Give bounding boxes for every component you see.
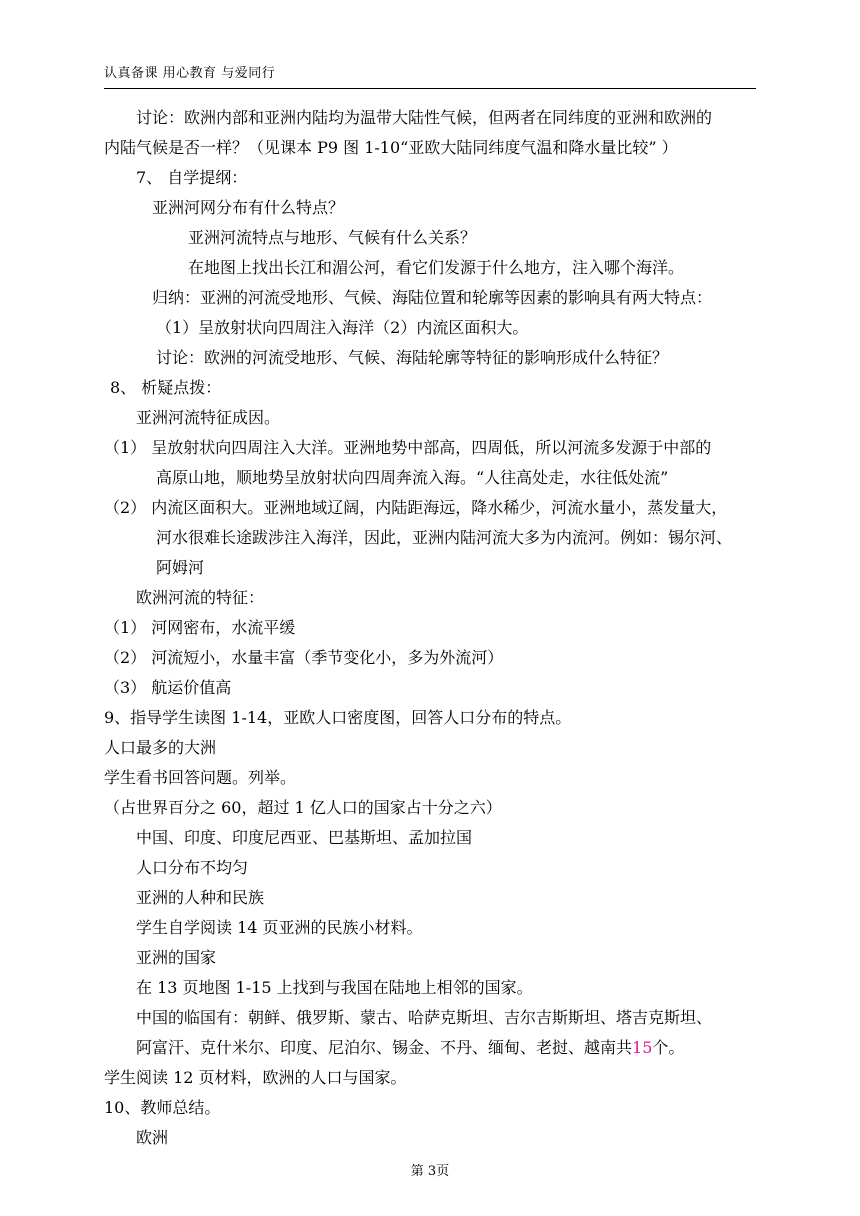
text-line: 亚洲河网分布有什么特点？ xyxy=(152,198,345,217)
page-header: 认真备课 用心教育 与爱同行 xyxy=(104,66,276,81)
text-line: （1）呈放射状向四周注入海洋（2）内流区面积大。 xyxy=(156,318,529,337)
list-heading: 10、教师总结。 xyxy=(104,1098,221,1117)
text-line: （占世界百分之 60，超过 1 亿人口的国家占十分之六） xyxy=(104,798,502,817)
text-segment: 阿富汗、克什米尔、印度、尼泊尔、锡金、不丹、缅甸、老挝、越南共 xyxy=(136,1038,633,1057)
text-line: 亚洲的人种和民族 xyxy=(136,888,265,907)
text-line: 高原山地，顺地势呈放射状向四周奔流入海。“人往高处走，水往低处流” xyxy=(156,468,669,487)
list-item: （3） 航运价值高 xyxy=(104,678,232,697)
text-line: 在地图上找出长江和湄公河，看它们发源于什么地方，注入哪个海洋。 xyxy=(188,258,685,277)
text-line: 学生阅读 12 页材料，欧洲的人口与国家。 xyxy=(104,1068,407,1087)
text-line: 中国的临国有：朝鲜、俄罗斯、蒙古、哈萨克斯坦、吉尔吉斯斯坦、塔吉克斯坦、 xyxy=(136,1008,713,1027)
text-line: 归纳：亚洲的河流受地形、气候、海陆位置和轮廓等因素的影响具有两大特点： xyxy=(152,288,713,307)
text-line: 学生看书回答问题。列举。 xyxy=(104,768,297,787)
text-line: 讨论：欧洲内部和亚洲内陆均为温带大陆性气候，但两者在同纬度的亚洲和欧洲的 xyxy=(136,108,713,127)
list-item: （2） 河流短小，水量丰富（季节变化小，多为外流河） xyxy=(104,648,504,667)
list-item: （1） 河网密布，水流平缓 xyxy=(104,618,296,637)
text-line: 在 13 页地图 1-15 上找到与我国在陆地上相邻的国家。 xyxy=(136,978,533,997)
text-line: 欧洲河流的特征： xyxy=(136,588,265,607)
text-line: 人口分布不均匀 xyxy=(136,858,249,877)
text-line: 阿姆河 xyxy=(156,558,205,577)
list-heading: 7、 自学提纲： xyxy=(136,168,248,187)
list-heading: 9、指导学生读图 1-14，亚欧人口密度图，回答人口分布的特点。 xyxy=(104,708,572,727)
text-line: 讨论：欧洲的河流受地形、气候、海陆轮廓等特征的影响形成什么特征？ xyxy=(156,348,669,367)
page-number: 第 3页 xyxy=(410,1164,450,1179)
text-line: 人口最多的大洲 xyxy=(104,738,217,757)
highlighted-number: 15 xyxy=(632,1038,653,1057)
text-segment: 个。 xyxy=(652,1038,685,1057)
text-line: （2） 内流区面积大。亚洲地域辽阔，内陆距海远，降水稀少，河流水量小，蒸发量大， xyxy=(104,498,728,517)
text-line: 中国、印度、印度尼西亚、巴基斯坦、孟加拉国 xyxy=(136,828,473,847)
list-heading: 8、 析疑点拨： xyxy=(110,378,222,397)
text-line: （1） 呈放射状向四周注入大洋。亚洲地势中部高，四周低，所以河流多发源于中部的 xyxy=(104,438,712,457)
header-divider xyxy=(104,88,756,89)
text-line: 亚洲的国家 xyxy=(136,948,217,967)
text-line xyxy=(136,1038,684,1058)
text-line: 内陆气候是否一样？（见课本 P9 图 1-10“亚欧大陆同纬度气温和降水量比较” ） xyxy=(104,138,678,157)
text-line: 河水很难长途跋涉注入海洋，因此，亚洲内陆河流大多为内流河。例如：锡尔河、 xyxy=(156,528,733,547)
text-line: 学生自学阅读 14 页亚洲的民族小材料。 xyxy=(136,918,423,937)
text-line: 亚洲河流特点与地形、气候有什么关系？ xyxy=(188,228,477,247)
text-line: 亚洲河流特征成因。 xyxy=(136,408,281,427)
text-line: 欧洲 xyxy=(136,1128,169,1147)
